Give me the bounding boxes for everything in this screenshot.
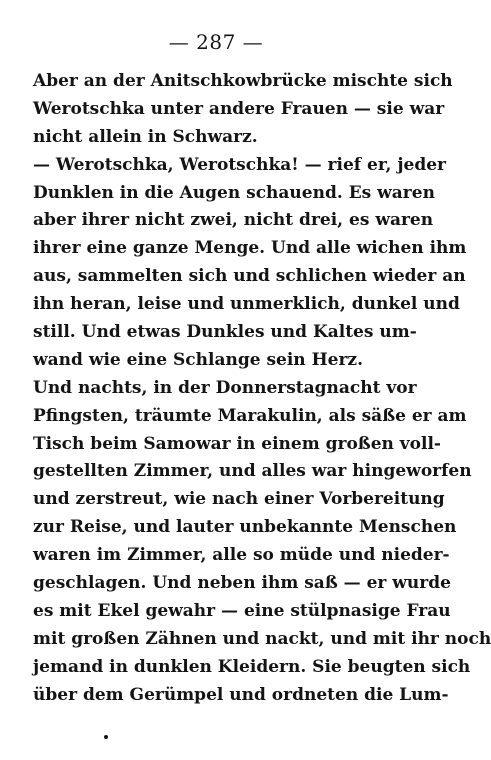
text-line: geschlagen. Und neben ihm saß — er wurde [33, 573, 451, 594]
text-line: und zerstreut, wie nach einer Vorbereitung [33, 489, 445, 510]
text-line: gestellten Zimmer, und alles war hingeworfen [33, 461, 472, 482]
page-number: — 287 — [168, 30, 264, 54]
text-line: Pfingsten, träumte Marakulin, als säße er am [33, 405, 467, 426]
text-line: Dunklen in die Augen schauend. Es waren [33, 182, 435, 203]
text-line: waren im Zimmer, alle so müde und nieder- [33, 545, 450, 566]
text-line: wand wie eine Schlange sein Herz. [33, 349, 363, 370]
text-line: Und nachts, in der Donnerstagnacht vor [33, 377, 417, 398]
text-line: aber ihrer nicht zwei, nicht drei, es waren [33, 210, 434, 231]
text-line: nicht allein in Schwarz. [33, 126, 258, 147]
text-line: mit großen Zähnen und nackt, und mit ihr noch [33, 628, 491, 649]
text-line: ihn heran, leise und unmerklich, dunkel und [33, 294, 460, 315]
text-line: Werotschka unter andere Frauen — sie war [33, 98, 445, 119]
text-line: über dem Gerümpel und ordneten die Lum- [33, 684, 449, 705]
text-line: jemand in dunklen Kleidern. Sie beugten sich [33, 656, 471, 677]
text-line: zur Reise, und lauter unbekannte Menschen [33, 517, 457, 538]
ink-dot [104, 735, 108, 739]
text-line: Tisch beim Samowar in einem großen voll- [33, 433, 441, 454]
text-line: still. Und etwas Dunkles und Kaltes um- [33, 322, 417, 343]
text-line: — Werotschka, Werotschka! — rief er, jeder [33, 154, 447, 175]
body-text [33, 68, 491, 709]
text-line: Aber an der Anitschkowbrücke mischte sich [33, 71, 453, 91]
text-line: ihrer eine ganze Menge. Und alle wichen ihm [33, 238, 467, 259]
text-line: es mit Ekel gewahr — eine stülpnasige Frau [33, 600, 451, 621]
text-line: aus, sammelten sich und schlichen wieder an [33, 266, 466, 287]
